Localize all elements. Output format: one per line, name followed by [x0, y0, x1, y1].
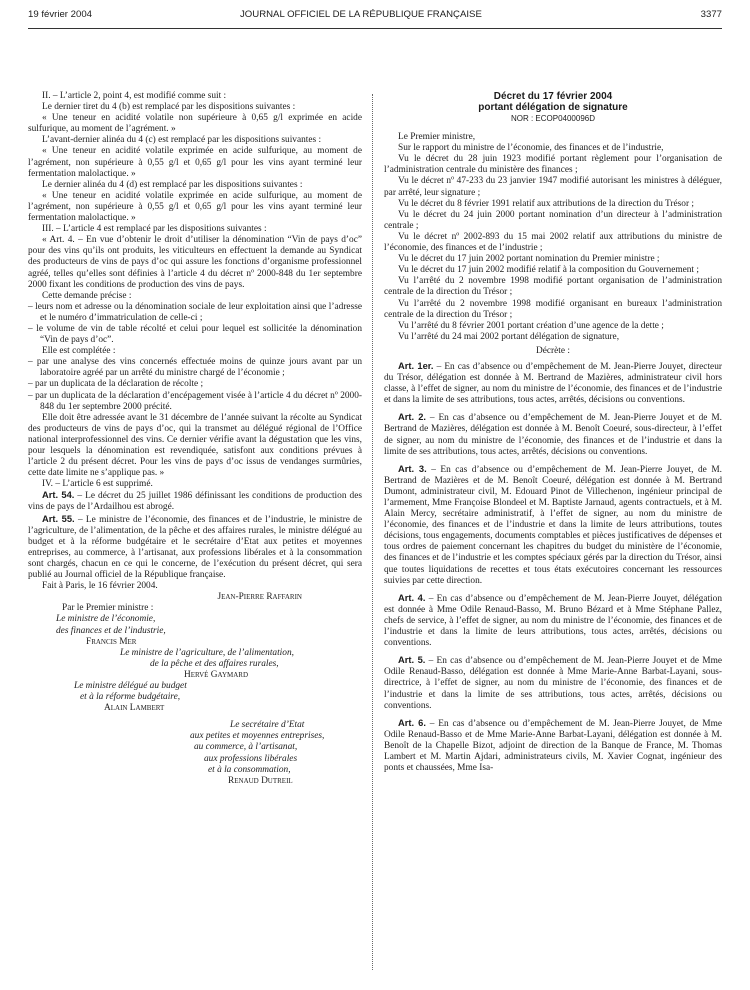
paragraph: « Une teneur en acidité volatile non supérieure à 0,65 g/l exprimée en acide sulfurique, au moment de l’agrément. » [28, 113, 362, 135]
decree-subtitle: portant délégation de signature [478, 102, 628, 113]
paragraph: Le Premier ministre, [398, 132, 476, 143]
signer-name: Hervé Gaymard [184, 669, 249, 680]
list-item: – leurs nom et adresse ou la dénomination sociale de leur exploitation ainsi que l’adresse et le numéro d’immatriculation de celle-ci ; [28, 301, 362, 323]
article-3 [384, 464, 722, 587]
paragraph: Vu le décret du 28 juin 1923 modifié portant règlement pour l’organisation de l’administration centrale du ministère des finances ; [384, 154, 722, 176]
signature-line: aux petites et moyennes entreprises, [190, 731, 325, 742]
paragraph: III. – L’article 4 est remplacé par les dispositions suivantes : [42, 224, 267, 235]
paragraph: L’avant-dernier alinéa du 4 (c) est remplacé par les dispositions suivantes : [42, 135, 322, 146]
list-item: – par un duplicata de la déclaration d’encépagement visée à l’article 4 du décret nº 2000-848 du 1er septembre 2000 précité. [28, 390, 362, 412]
paragraph: « Art. 4. – En vue d’obtenir le droit d’utiliser la dénomination “Vin de pays d’oc” pour des vins qu’ils ont produits, les viticulteurs en effectuent la demande au Syndicat des producteurs de vins de pays d’oc qui assure les fonctions d’organisme professionnel agréé, telles qu’elles sont définies à l’article 4 du décret nº 2000-848 du 1er septembre 2000 fixant les conditions de production des vins de pays. [28, 235, 362, 290]
paragraph: Vu le décret nº 47-233 du 23 janvier 1947 modifié autorisant les ministres à déléguer, par arrêté, leur signature ; [384, 176, 722, 198]
signature-line: et à la consommation, [208, 764, 291, 775]
signature-line: de la pêche et des affaires rurales, [150, 658, 279, 669]
paragraph: Le dernier alinéa du 4 (d) est remplacé par les dispositions suivantes : [42, 179, 303, 190]
article-label: Art. 6. [398, 717, 426, 728]
article-text: – En cas d’absence ou d’empêchement de M. Jean-Pierre Jouyet, de M. Bertrand de Mazières et de M. Benoît Coeuré, délégation est donnée à M. Bertrand Dumont, administrateur civil, M. Edouard Pinot de Villechenon, ingénieur principal de l’armement, Mme Françoise Blondeel et M. Baptiste Jarnaud, agents contractuels, et à M. Alain Mercy, secrétaire administratif, à l’effet de signer, au nom du ministre de l’économie, des finances et de l’industrie et dans la limite de leurs attributions, toutes décisions, tous engagements, documents comptables et pièces justificatives de dépenses et tous ordres de paiement concernant les chapitres du budget du ministère de l’économie, des finances et de l’industrie et les comptes spéciaux gérés par la direction du Trésor, ainsi que toutes liquidations de recettes et tous états exécutoires concernant les ressources suivies par cette direction. [384, 464, 722, 586]
signature-date: Fait à Paris, le 16 février 2004. [42, 581, 158, 592]
article-text: – En cas d’absence ou d’empêchement de M. Jean-Pierre Jouyet, de Mme Odile Renaud-Basso et de Mme Marie-Anne Barbat-Layani, délégation est donnée à M. Benoît de la Chapelle Bizot, adjoint de direction de la Banque de France, M. Thomas Lambert et M. Martin Ajdari, administrateurs civils, M. Xavier Cognat, ingénieur des ponts et chaussées, Mme Isa- [384, 718, 723, 774]
decrete-heading: Décrète : [536, 345, 570, 356]
decree-title: Décret du 17 février 2004 [493, 91, 613, 102]
paragraph: II. – L’article 2, point 4, est modifié comme suit : [42, 91, 227, 101]
paragraph: Vu l’arrêté du 24 mai 2002 portant délégation de signature, [398, 331, 620, 342]
paragraph: Elle doit être adressée avant le 31 décembre de l’année suivant la récolte au Syndicat des producteurs de vins de pays d’oc, qui la transmet au délégué régional de l’Office national interprofessionnel des vins. Ce dernier vérifie avant la dégustation que les vins, pour lesquels la dénomination est revendiquée, satisfont aux conditions prévues à l’article 2 du présent décret. Pour les vins de pays d’oc issus de vendanges surmûries, cette date limite ne s’applique pas. » [28, 412, 362, 479]
article-text: – Le décret du 25 juillet 1986 définissant les conditions de production des vins de pays de l’Ardailhou est abrogé. [28, 491, 362, 513]
list-item: – le volume de vin de table récolté et celui pour lequel est sollicitée la dénomination “Vin de pays d’oc”. [28, 323, 362, 346]
paragraph: Le dernier tiret du 4 (b) est remplacé par les dispositions suivantes : [42, 102, 296, 113]
paragraph: Vu le décret du 17 juin 2002 modifié relatif à la composition du Gouvernement ; [398, 265, 699, 276]
paragraph: Vu l’arrêté du 8 février 2001 portant création d’une agence de la dette ; [398, 320, 664, 331]
header-rule [28, 28, 722, 29]
article-text: – Le ministre de l’économie, des finances et de l’industrie, le ministre de l’agriculture, de l’alimentation, de la pêche et des affaires rurales, le ministre délégué au budget et à la réforme budgétaire et le secrétaire d’Etat aux petites et moyennes entreprises, au commerce, à l’artisanat, aux professions libérales et à la consommation sont chargés, chacun en ce qui le concerne, de l’exécution du présent décret, qui sera publié au Journal officiel de la République française. [28, 514, 362, 581]
article-label: Art. 1er. [398, 360, 434, 371]
article-label: Art. 2. [398, 412, 427, 423]
signature-block-agriculture [28, 648, 362, 681]
signature-block-economie [28, 614, 362, 647]
paragraph: Cette demande précise : [42, 290, 132, 301]
signer-name: Jean-Pierre Raffarin [217, 592, 302, 603]
article-5 [384, 655, 722, 711]
nor-reference: NOR : ECOP0400096D [510, 114, 596, 123]
signature-line: Par le Premier ministre : [62, 603, 154, 614]
article-label: Art. 4. [398, 592, 426, 603]
signature-block-budget [28, 681, 362, 714]
article-label: Art. 3. [398, 463, 427, 474]
paragraph: « Une teneur en acidité volatile exprimée en acide sulfurique, au moment de l’agrément, non supérieure à 0,55 g/l et 0,65 g/l pour les vins ayant terminé leur fermentation malolactique. » [28, 146, 362, 179]
signature-line: et à la réforme budgétaire, [80, 692, 181, 703]
list-item: – par une analyse des vins concernés effectuée moins de quinze jours avant par un laboratoire agréé par un arrêté du ministre chargé de l’économie ; [28, 357, 362, 379]
header-title: JOURNAL OFFICIEL DE LA RÉPUBLIQUE FRANÇAISE [240, 9, 482, 20]
paragraph: Vu le décret nº 2002-893 du 15 mai 2002 relatif aux attributions du ministre de l’économie, des finances et de l’industrie ; [384, 231, 722, 254]
signature-line: Le ministre délégué au budget [74, 680, 187, 691]
article-4 [384, 593, 722, 649]
article-1 [384, 361, 722, 406]
signature-line: Le ministre de l’économie, [56, 614, 156, 625]
paragraph: Vu le décret du 8 février 1991 relatif aux attributions de la direction du Trésor ; [398, 198, 695, 209]
signer-name: Francis Mer [86, 636, 137, 647]
article-label: Art. 55. [42, 513, 75, 524]
signature-line: Le ministre de l’agriculture, de l’alimentation, [120, 647, 294, 658]
article-6 [384, 718, 722, 774]
header-page-number: 3377 [700, 9, 722, 20]
paragraph: Elle est complétée : [42, 346, 116, 357]
article-text: – En cas d’absence ou d’empêchement de M. Jean-Pierre Jouyet et de M. Bertrand de Mazières, délégation est donnée à M. Benoît Coeuré, sous-directeur, à l’effet de signer, au nom du ministre de l’économie, des finances et de l’industrie et dans la limite de ses attributions, tous actes, arrêtés, décisions ou conventions. [384, 413, 722, 457]
article-55 [28, 514, 362, 582]
header-date: 19 février 2004 [28, 9, 92, 20]
article-text: – En cas d’absence ou d’empêchement de M. Jean-Pierre Jouyet, délégation est donnée à Mme Odile Renaud-Basso, M. Bruno Bézard et à Mme Stéphane Pallez, chefs de service, à l’effet de signer, au nom du ministre de l’économie, des finances et de l’industrie et dans la limite de leurs attributions, tous actes, arrêtés, décisions ou conventions. [384, 593, 722, 649]
column-divider [372, 94, 373, 970]
article-label: Art. 54. [42, 490, 75, 501]
article-2 [384, 412, 722, 457]
signature-line: des finances et de l’industrie, [56, 625, 166, 636]
paragraph: IV. – L’article 6 est supprimé. [42, 479, 153, 490]
right-column [384, 91, 722, 774]
paragraph: Vu le décret du 17 juin 2002 portant nomination du Premier ministre ; [398, 254, 660, 265]
paragraph: Vu l’arrêté du 2 novembre 1998 modifié organisant en bureaux l’administration centrale de la direction du Trésor ; [384, 298, 722, 320]
paragraph: Vu l’arrêté du 2 novembre 1998 modifié portant organisation de l’administration centrale de la direction du Trésor ; [384, 276, 722, 298]
article-text: – En cas d’absence ou d’empêchement de M. Jean-Pierre Jouyet et de Mme Odile Renaud-Basso, délégation est donnée à Mme Marie-Anne Barbat-Layani, sous-directrice, à l’effet de signer, au nom du ministre de l’économie, des finances et de l’industrie et dans la limite de ses attributions, tous actes, arrêtés, décisions ou conventions. [384, 656, 722, 711]
signature-block-pme [28, 720, 362, 787]
signature-line: aux professions libérales [204, 753, 298, 764]
article-label: Art. 5. [398, 655, 426, 666]
page-header [28, 9, 722, 25]
paragraph: Vu le décret du 24 juin 2000 portant nomination d’un directeur à l’administration centrale ; [384, 209, 722, 231]
list-item: – par un duplicata de la déclaration de récolte ; [28, 379, 204, 390]
signer-name: Renaud Dutreil [228, 775, 293, 786]
paragraph: « Une teneur en acidité volatile exprimée en acide sulfurique, au moment de l’agrément, non supérieure à 0,55 g/l et 0,65 g/l pour les vins ayant terminé leur fermentation malolactique. » [28, 190, 362, 224]
article-54 [28, 490, 362, 513]
paragraph: Sur le rapport du ministre de l’économie, des finances et de l’industrie, [398, 143, 664, 154]
signature-line: Le secrétaire d’Etat [230, 720, 305, 731]
signature-line: au commerce, à l’artisanat, [194, 742, 298, 753]
signer-name: Alain Lambert [104, 703, 165, 714]
left-column [28, 91, 362, 787]
article-text: – En cas d’absence ou d’empêchement de M. Jean-Pierre Jouyet, directeur du Trésor, délégation est donnée à M. Bertrand de Mazières, administrateur civil hors classe, à l’effet de signer, au nom du ministre de l’économie, des finances et de l’industrie et dans la limite de ses attributions, tous actes, arrêtés, décisions ou conventions. [384, 361, 722, 406]
